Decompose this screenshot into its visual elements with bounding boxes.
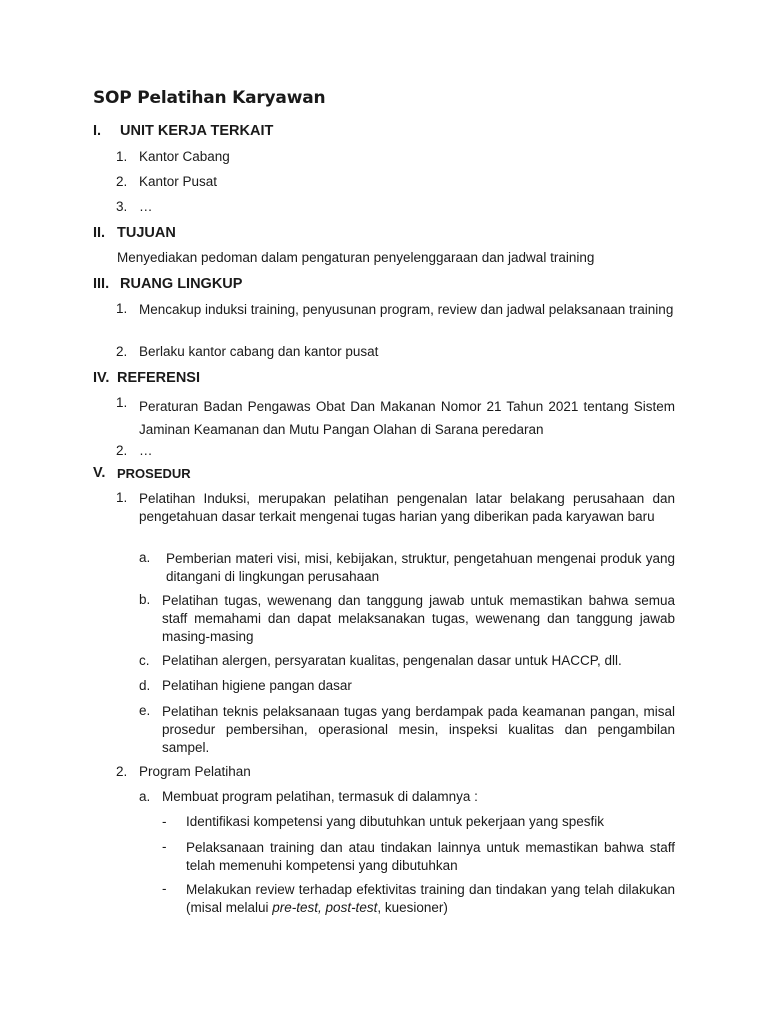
section-5-number: V. (93, 465, 106, 481)
sub-label: a. (139, 789, 151, 804)
sub-label: d. (139, 678, 151, 693)
section-2-text: Menyediakan pedoman dalam pengaturan penyelenggaraan dan jadwal training (117, 250, 595, 265)
list-item: Program Pelatihan (139, 764, 251, 779)
bullet-dash: - (162, 814, 167, 829)
list-item: Pelatihan Induksi, merupakan pelatihan pengenalan latar belakang perusahaan dan pengetahuan dasar terkait mengenai tugas harian yang diberikan pada karyawan baru (139, 491, 675, 524)
section-1-number: I. (93, 123, 102, 139)
bullet-italic-text: pre-test, post-test (272, 900, 378, 915)
section-3-title: RUANG LINGKUP (120, 276, 243, 292)
bullet-item (186, 881, 675, 917)
list-item: Kantor Cabang (139, 149, 230, 164)
bullet-item: Pelaksanaan training dan atau tindakan lainnya untuk memastikan bahwa staff telah memenuhi kompetensi yang dibutuhkan (186, 840, 675, 873)
sub-item: Pelatihan teknis pelaksanaan tugas yang berdampak pada keamanan pangan, misal prosedur pembersihan, operasional mesin, inspeksi kualitas dan pengambilan sampel. (162, 704, 675, 755)
sub-label: e. (139, 703, 151, 718)
list-number: 3. (116, 199, 128, 214)
section-4-number: IV. (93, 370, 110, 386)
sub-label: a. (139, 550, 151, 565)
document-title: SOP Pelatihan Karyawan (93, 88, 326, 108)
sub-item: Pelatihan alergen, persyaratan kualitas, pengenalan dasar untuk HACCP, dll. (162, 653, 622, 668)
section-1-title: UNIT KERJA TERKAIT (120, 123, 274, 139)
list-number: 1. (116, 149, 128, 164)
sub-item: Pemberian materi visi, misi, kebijakan, struktur, pengetahuan mengenai produk yang ditangani di lingkungan perusahaan (166, 551, 675, 584)
section-3-number: III. (93, 276, 110, 292)
bullet-dash: - (162, 839, 167, 854)
sub-item: Pelatihan tugas, wewenang dan tanggung jawab untuk memastikan bahwa semua staff memahami dan dapat melaksanakan tugas, wewenang dan tanggung jawab masing-masing (162, 593, 675, 644)
list-number: 2. (116, 344, 128, 359)
list-number: 2. (116, 174, 128, 189)
sub-item: Membuat program pelatihan, termasuk di dalamnya : (162, 789, 478, 804)
list-item: Peraturan Badan Pengawas Obat Dan Makanan Nomor 21 Tahun 2021 tentang Sistem Jaminan Keamanan dan Mutu Pangan Olahan di Sarana peredaran (139, 399, 675, 437)
list-item: … (139, 199, 153, 214)
list-number: 1. (116, 490, 128, 505)
bullet-text: , kuesioner) (377, 900, 448, 915)
sub-item: Pelatihan higiene pangan dasar (162, 678, 352, 693)
sub-label: c. (139, 653, 150, 668)
list-number: 1. (116, 301, 128, 316)
list-item: Berlaku kantor cabang dan kantor pusat (139, 344, 379, 359)
bullet-text: Melakukan review terhadap efektivitas training dan tindakan yang telah dilakukan (misal melalui (186, 882, 675, 915)
bullet-item: Identifikasi kompetensi yang dibutuhkan untuk pekerjaan yang spesfik (186, 814, 605, 829)
list-number: 2. (116, 443, 128, 458)
section-2-number: II. (93, 225, 106, 241)
section-4-title: REFERENSI (117, 370, 200, 386)
list-item: Kantor Pusat (139, 174, 218, 189)
section-2-title: TUJUAN (117, 225, 176, 241)
list-item: Mencakup induksi training, penyusunan program, review dan jadwal pelaksanaan training (139, 302, 674, 317)
bullet-dash: - (162, 881, 167, 896)
list-item: … (139, 443, 153, 458)
section-5-title: PROSEDUR (117, 466, 191, 481)
list-number: 1. (116, 395, 128, 410)
sub-label: b. (139, 592, 151, 607)
list-number: 2. (116, 764, 128, 779)
